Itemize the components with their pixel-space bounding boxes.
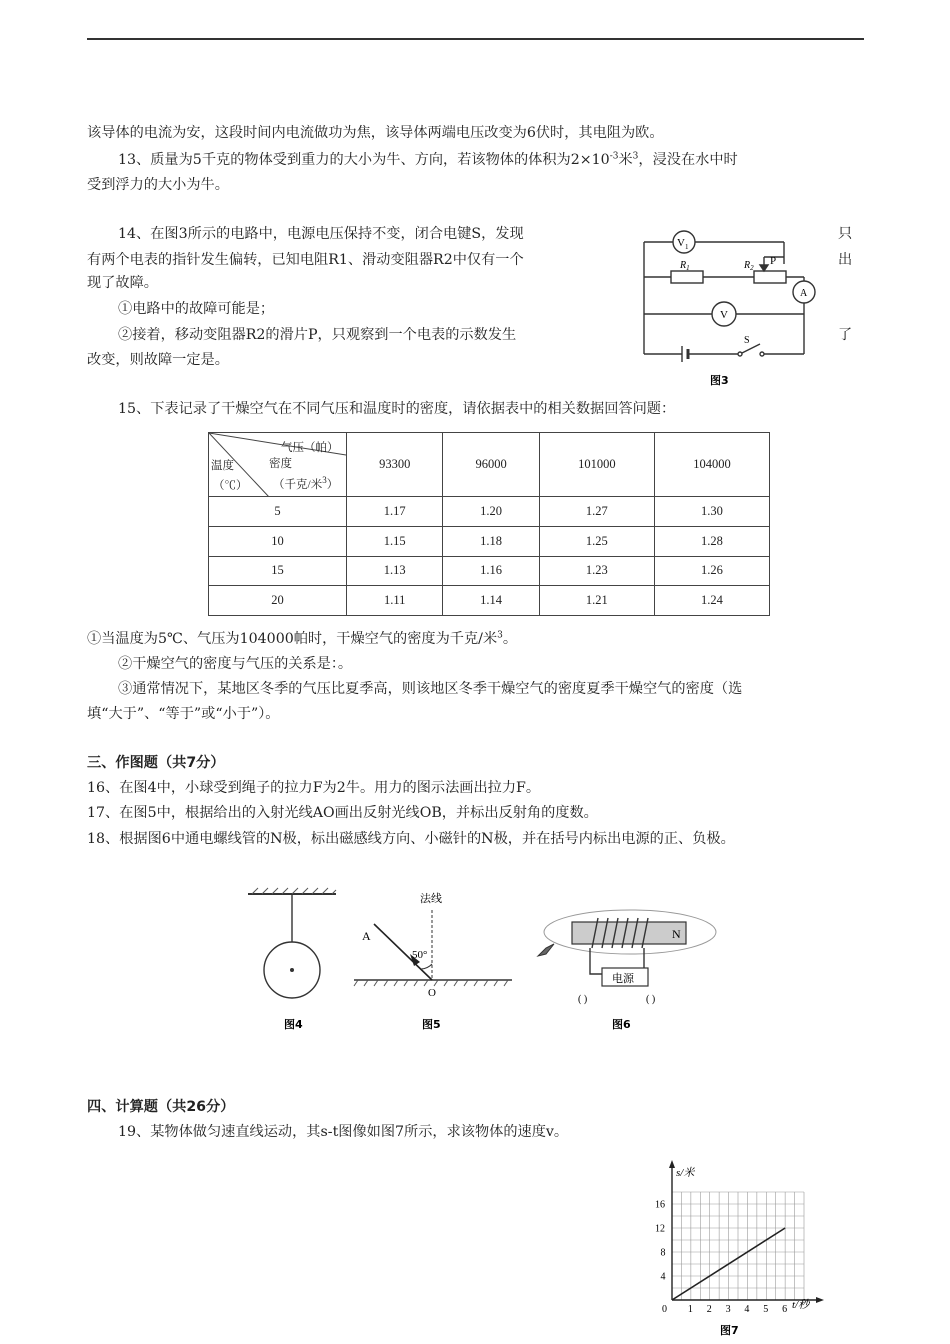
temp-cell: 5	[209, 497, 347, 527]
temp-cell: 15	[209, 556, 347, 586]
temp-cell: 10	[209, 526, 347, 556]
header-temp-unit: （℃）	[213, 480, 248, 492]
y-tick-label: 8	[660, 1247, 666, 1259]
header-density: 密度	[269, 458, 292, 470]
fig5-a-label: A	[362, 929, 371, 943]
q19: 19、某物体做匀速直线运动，其s-t图像如图7所示，求该物体的速度v。	[118, 1124, 569, 1140]
density-cell: 1.27	[539, 497, 654, 527]
fig3-v1-label: $V_1$	[677, 237, 689, 251]
fig7-caption: 图7	[720, 1324, 739, 1337]
fig3-p-label: P	[770, 255, 777, 267]
fig6-left-paren: ( )	[578, 994, 588, 1005]
fig3-r1-label: $R_1$	[680, 260, 690, 272]
y-tick-label: 4	[660, 1271, 666, 1283]
density-cell: 1.17	[347, 497, 443, 527]
density-cell: 1.15	[347, 526, 443, 556]
x-tick-label: 4	[744, 1304, 750, 1315]
fig5-o-label: O	[428, 987, 436, 999]
section3-title: 三、作图题（共7分）	[87, 755, 225, 771]
y-tick-label: 12	[655, 1223, 665, 1235]
q16: 16、在图4中，小球受到绳子的拉力F为2牛。用力的图示法画出拉力F。	[87, 780, 541, 796]
x-tick-label: 0	[662, 1304, 667, 1315]
chart-grid	[672, 1192, 804, 1300]
header-rule	[87, 38, 864, 40]
q15-answer1: ①当温度为5℃、气压为104000帕时，干燥空气的密度为千克/米$^3$。	[87, 630, 518, 647]
q15-intro: 15、下表记录了干燥空气在不同气压和温度时的密度，请依据表中的相关数据回答问题：	[118, 401, 676, 417]
fig3-r2-label: $R_2$	[744, 260, 754, 272]
pressure-104000: 104000	[654, 433, 769, 497]
q15-answer2: ②干燥空气的密度与气压的关系是：。	[118, 656, 353, 672]
density-cell: 1.30	[654, 497, 769, 527]
header-density-unit: （千克/米$^3$）	[273, 475, 339, 491]
x-tick-label: 6	[782, 1304, 788, 1315]
fig3-a-label: A	[800, 288, 808, 299]
pressure-101000: 101000	[539, 433, 654, 497]
fig6-right-paren: ( )	[646, 994, 656, 1005]
density-cell: 1.11	[347, 586, 443, 616]
density-cell: 1.23	[539, 556, 654, 586]
y-axis-label: s/米	[676, 1167, 695, 1179]
table-row	[209, 497, 770, 527]
density-cell: 1.13	[347, 556, 443, 586]
x-tick-label: 2	[706, 1304, 712, 1315]
q14-line6: 改变，则故障一定是。	[87, 352, 229, 368]
q17: 17、在图5中，根据给出的入射光线AO画出反射光线OB，并标出反射角的度数。	[87, 805, 598, 821]
figure-5-reflection	[350, 888, 515, 1036]
q13-line1: 13、质量为5千克的物体受到重力的大小为牛、方向，若该物体的体积为$2\times 10^{-3}$米$^3$，浸没在水中时	[118, 151, 738, 168]
density-cell: 1.26	[654, 556, 769, 586]
table-row	[209, 526, 770, 556]
q14-line5: ②接着，移动变阻器R2的滑片P，只观察到一个电表的示数发生	[118, 327, 517, 343]
pressure-96000: 96000	[443, 433, 539, 497]
x-tick-label: 3	[725, 1304, 731, 1315]
fig4-caption: 图4	[284, 1018, 303, 1031]
x-axis-arrow-icon	[816, 1297, 824, 1303]
figure-7-st-chart	[640, 1156, 826, 1344]
header-pressure: 气压（帕）	[281, 442, 339, 454]
fig6-caption: 图6	[612, 1018, 631, 1031]
fig3-caption: 图3	[710, 374, 729, 387]
fig6-power-label: 电源	[612, 972, 634, 985]
figure-4-pendulum	[246, 886, 338, 1036]
q15-answer3-line1: ③通常情况下，某地区冬季的气压比夏季高，则该地区冬季干燥空气的密度夏季干燥空气的密度（选	[118, 681, 743, 697]
density-cell: 1.20	[443, 497, 539, 527]
figure-3-circuit	[636, 222, 826, 390]
q14-line3: 现了故障。	[87, 275, 158, 291]
x-tick-label: 5	[763, 1304, 769, 1315]
fig3-s-label: S	[744, 335, 750, 346]
fig3-v-label: V	[720, 309, 728, 321]
q18: 18、根据图6中通电螺线管的N极，标出磁感线方向、小磁针的N极，并在括号内标出电源的正、负极。	[87, 831, 735, 847]
q14-line1: 14、在图3所示的电路中，电源电压保持不变，闭合电键S，发现	[118, 226, 524, 242]
density-cell: 1.24	[654, 586, 769, 616]
table-row	[209, 586, 770, 616]
x-tick-label: 1	[687, 1304, 693, 1315]
table-row	[209, 556, 770, 586]
density-cell: 1.25	[539, 526, 654, 556]
density-table	[208, 432, 770, 616]
chart-axes	[669, 1160, 824, 1303]
y-tick-label: 16	[655, 1199, 665, 1211]
q15-answer3-line2: 填“大于”、“等于”或“小于”）。	[87, 706, 280, 722]
fig5-angle-label: 50°	[412, 949, 428, 961]
fig6-n-label: N	[672, 927, 681, 941]
fig5-caption: 图5	[422, 1018, 441, 1031]
q12-tail: 该导体的电流为安，这段时间内电流做功为焦，该导体两端电压改变为6伏时，其电阻为欧。	[87, 125, 664, 141]
x-axis-label: t/秒	[792, 1299, 810, 1311]
density-cell: 1.21	[539, 586, 654, 616]
q14-line5-end: 了	[838, 327, 853, 343]
density-cell: 1.28	[654, 526, 769, 556]
pressure-93300: 93300	[347, 433, 443, 497]
fig5-normal-label: 法线	[420, 892, 442, 905]
density-cell: 1.14	[443, 586, 539, 616]
temp-cell: 20	[209, 586, 347, 616]
density-cell: 1.18	[443, 526, 539, 556]
q13-line2: 受到浮力的大小为牛。	[87, 177, 229, 193]
y-axis-arrow-icon	[669, 1160, 675, 1168]
q14-line2-end: 出	[838, 252, 853, 268]
figure-6-solenoid	[528, 898, 728, 1038]
table-header-diagonal	[209, 433, 347, 497]
compass-needle-icon	[538, 944, 554, 956]
q14-line1-end: 只	[838, 226, 853, 242]
header-temp: 温度	[211, 460, 234, 472]
q14-line4: ①电路中的故障可能是；	[118, 301, 275, 317]
density-cell: 1.16	[443, 556, 539, 586]
section4-title: 四、计算题（共26分）	[87, 1099, 235, 1115]
q14-line2: 有两个电表的指针发生偏转，已知电阻R1、滑动变阻器R2中仅有一个	[87, 252, 524, 268]
